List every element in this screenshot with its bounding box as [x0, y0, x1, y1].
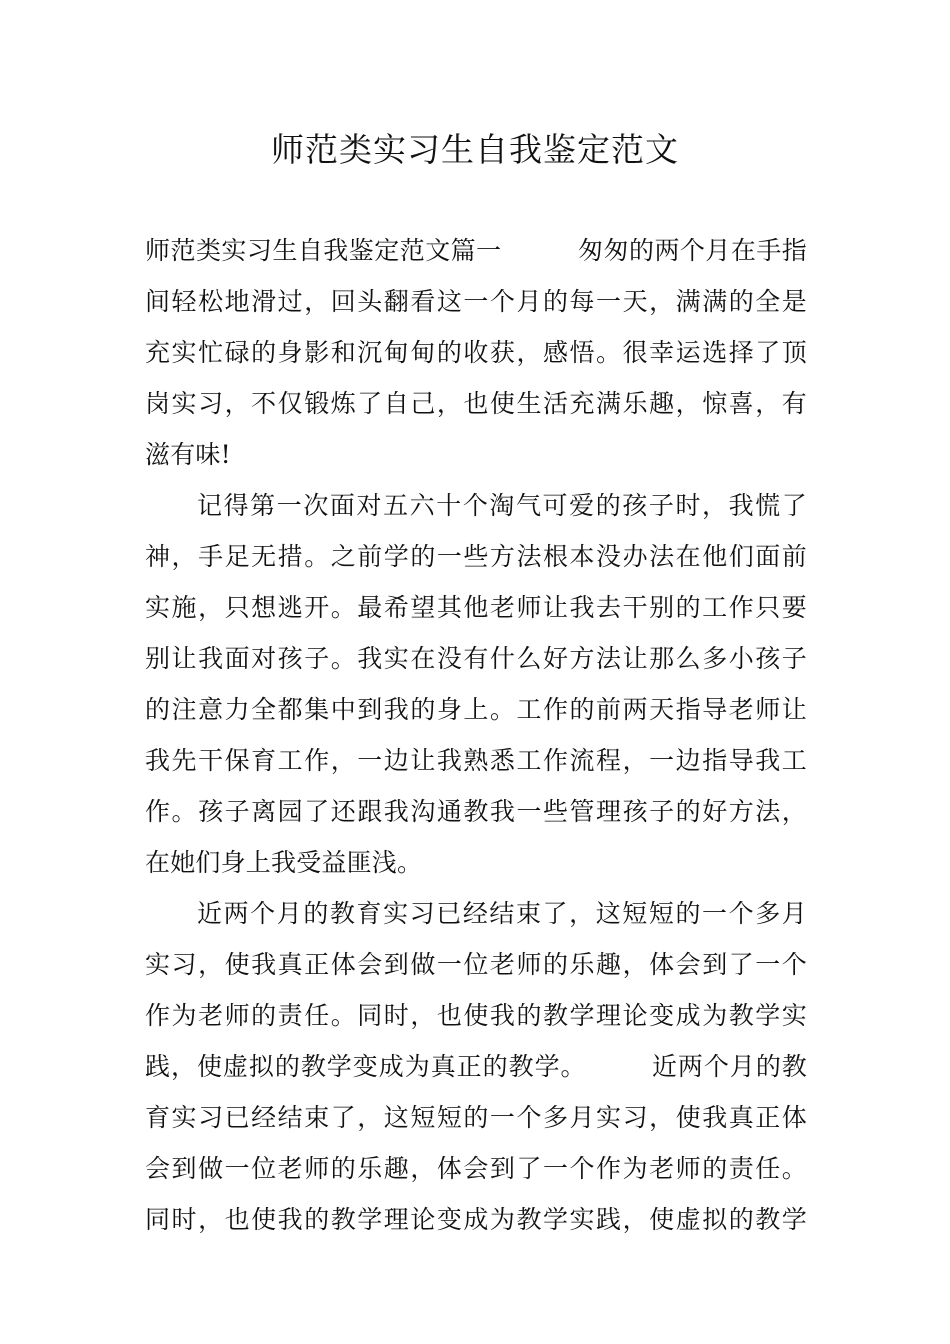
text-line-15: 实习，使我真正体会到做一位老师的乐趣，体会到了一个 — [145, 950, 807, 979]
text-line-5: 滋有味! — [145, 440, 231, 469]
text-line-13: 在她们身上我受益匪浅。 — [145, 848, 423, 877]
text-line-18: 育实习已经结束了，这短短的一个多月实习，使我真正体 — [145, 1103, 807, 1132]
text-line-11: 我先干保育工作，一边让我熟悉工作流程，一边指导我工 — [145, 746, 807, 775]
text-line-3: 充实忙碌的身影和沉甸甸的收获，感悟。很幸运选择了顶 — [145, 338, 807, 367]
text-line-9: 别让我面对孩子。我实在没有什么好方法让那么多小孩子 — [145, 644, 807, 673]
text-line-12: 作。孩子离园了还跟我沟通教我一些管理孩子的好方法， — [145, 797, 807, 826]
text-line-8: 实施，只想逃开。最希望其他老师让我去干别的工作只要 — [145, 593, 807, 622]
text-line-14: 近两个月的教育实习已经结束了，这短短的一个多月 — [197, 899, 807, 928]
document-body — [145, 225, 807, 1245]
text-line-16: 作为老师的责任。同时，也使我的教学理论变成为教学实 — [145, 1001, 807, 1030]
text-line-19: 会到做一位老师的乐趣，体会到了一个作为老师的责任。 — [145, 1154, 807, 1183]
text-line-20: 同时，也使我的教学理论变成为教学实践，使虚拟的教学 — [145, 1205, 807, 1234]
text-line-2: 间轻松地滑过，回头翻看这一个月的每一天，满满的全是 — [145, 287, 807, 316]
text-line-7: 神，手足无措。之前学的一些方法根本没办法在他们面前 — [145, 542, 807, 571]
text-line-1: 师范类实习生自我鉴定范文篇一 匆匆的两个月在手指 — [145, 236, 807, 265]
text-line-10: 的注意力全都集中到我的身上。工作的前两天指导老师让 — [145, 695, 807, 724]
text-line-17: 践，使虚拟的教学变成为真正的教学。 近两个月的教 — [145, 1052, 807, 1081]
text-line-4: 岗实习，不仅锻炼了自己，也使生活充满乐趣，惊喜，有 — [145, 389, 807, 418]
text-line-6: 记得第一次面对五六十个淘气可爱的孩子时，我慌了 — [197, 491, 807, 520]
document-title: 师范类实习生自我鉴定范文 — [271, 130, 679, 169]
